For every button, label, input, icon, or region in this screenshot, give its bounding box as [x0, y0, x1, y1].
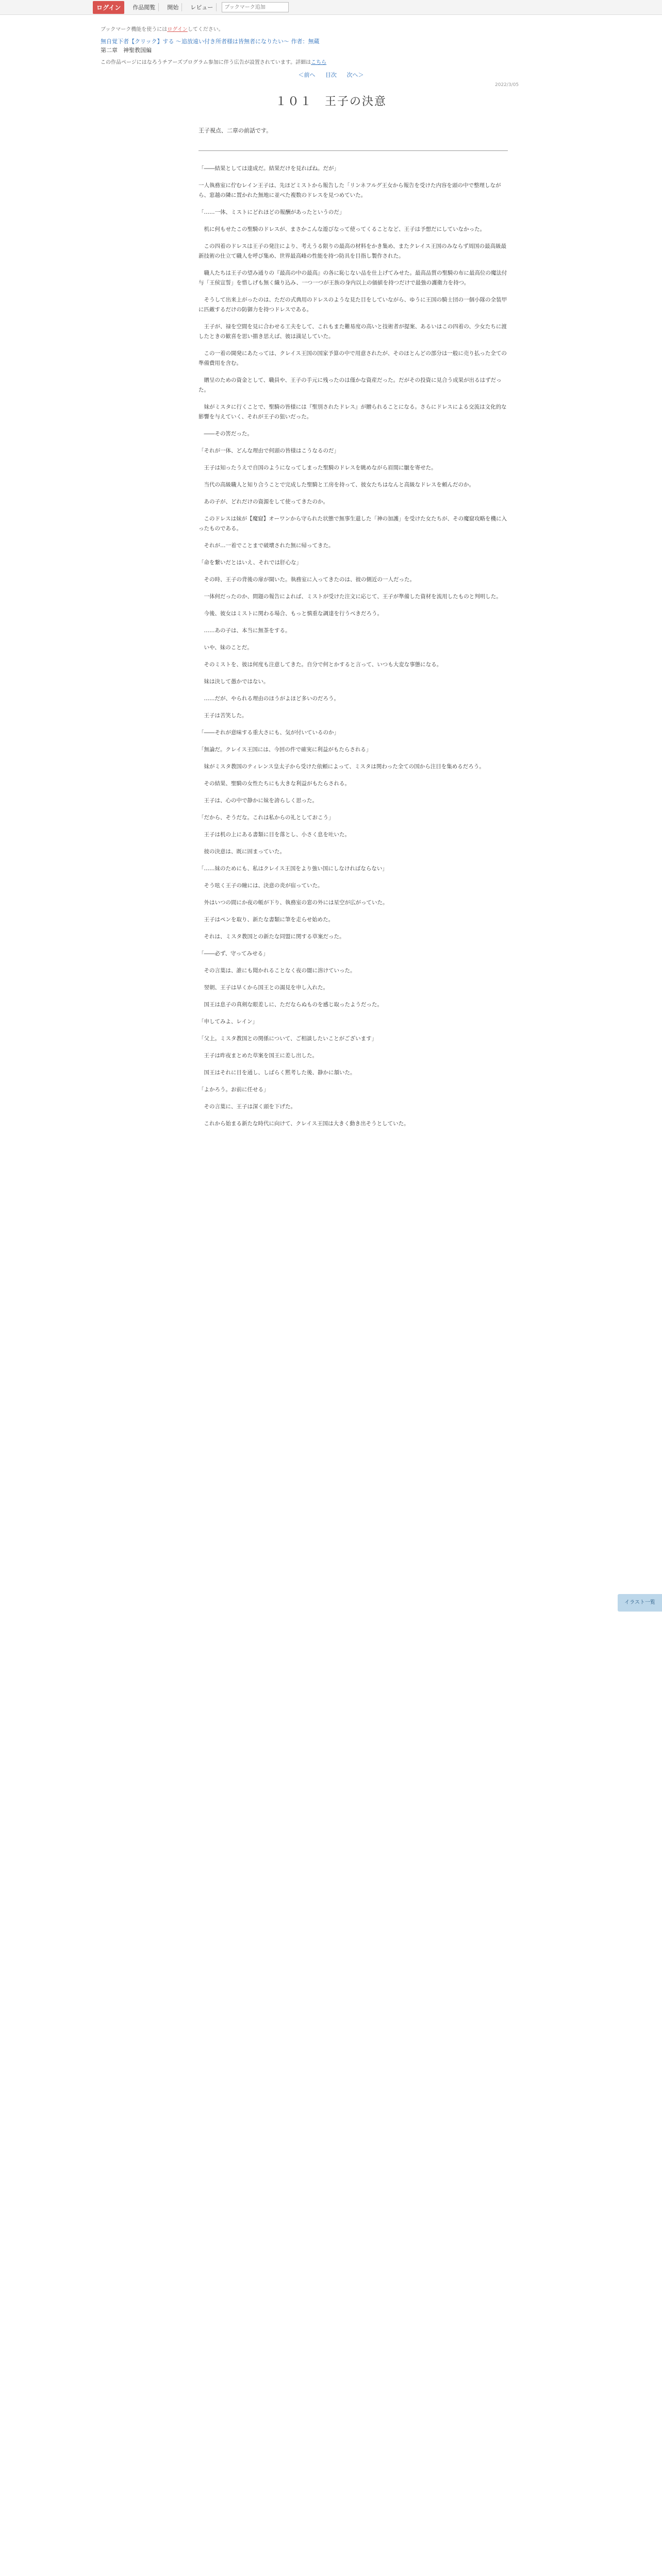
body-paragraph: この一着の開発にあたっては、クレイス王国の国家予算の中で用意されたが、そのほとんどの部分は一般に売り払った全ての準備費用を含む。 [198, 350, 507, 366]
nav-link-review[interactable]: レビュー [187, 3, 217, 11]
body-paragraph: 一体何だったのか、問題の報告によれば、ミストが受けた注文に応じて、王子が準備した資材を流用したものと判明した。 [198, 594, 502, 600]
nav-link-start[interactable]: 開始 [164, 3, 182, 11]
body-paragraph: 「――それが意味する重大さにも、気が付いているのか」 [198, 730, 339, 736]
body-paragraph: そうして出来上がったのは、ただの式典用のドレスのような見た目をしていながら、ゆうに王国の騎士団の一個小隊の全装甲に匹敵するだけの防御力を持つドレスである。 [198, 297, 507, 313]
toc-link[interactable]: 目次 [325, 72, 337, 78]
body-paragraph: ……だが、やられる理由のほうがよほど多いのだろう。 [198, 696, 339, 702]
body-paragraph: その言葉に、王子は深く頭を下げた。 [198, 1104, 296, 1110]
body-paragraph: 王子は、心の中で静かに妹を誇らしく思った。 [198, 798, 318, 804]
body-paragraph: 国王は息子の真剣な眼差しに、ただならぬものを感じ取ったようだった。 [198, 1002, 383, 1008]
bookmark-login-notice [101, 25, 224, 32]
body-paragraph: 「申してみよ、レイン」 [198, 1019, 258, 1025]
author-link[interactable]: 無蔵 [308, 38, 320, 45]
topbar-inner [93, 0, 289, 14]
body-paragraph: 王子が、禄を空間を見に合わせる工夫をして、これもまた難易度の高いと技術者が提案、あるいはこの四着の、少女たちに渡したときの歓喜を思い描き思えば、彼は満足していた。 [198, 324, 507, 340]
bookmark-add-input[interactable] [222, 2, 289, 12]
notice-prefix: ブックマーク機能を使うには [101, 27, 168, 32]
body-paragraph: 「……妹のためにも、私はクレイス王国をより強い国にしなければならない」 [198, 866, 388, 872]
body-paragraph: 翌朝、王子は早くから国王との謁見を申し入れた。 [198, 985, 328, 991]
body-paragraph: 「無論だ。クレイス王国には、今回の件で確実に利益がもたらされる」 [198, 747, 372, 753]
episode-title: １０１ 王子の決意 [275, 95, 387, 108]
body-paragraph: 「父上。ミスタ教国との関係について、ご相談したいことがございます」 [198, 1036, 377, 1042]
body-paragraph: 「命を繋いだとはいえ、それでは肝心な」 [198, 560, 302, 566]
episode-preface: 王子視点、二章の前話です。 [198, 127, 272, 134]
notice-suffix: してください。 [187, 27, 224, 32]
body-paragraph: 今後、彼女はミストに関わる場合、もっと慎重な調達を行うべきだろう。 [198, 611, 383, 617]
body-paragraph: これから始まる新たな時代に向けて、クレイス王国は大きく動き出そうとしていた。 [198, 1121, 409, 1127]
body-paragraph: 一人執務室に佇むレイン王子は、先ほどミストから報告した「リンネフルグ王女から報告を受けた内容を頭の中で整理しながら、窓越の隣に置かれた無地に並べた複数のドレスを見つめていた。 [198, 182, 501, 198]
body-paragraph: 「――結果としては達成だ。結果だけを見ればね。だが」 [198, 165, 339, 172]
body-paragraph: この四着のドレスは王子の発注により、考えうる限りの最高の材料をかき集め、またクレイス王国のみならず周国の最高級最新技術の仕立て職人を呼び集め、世界最高峰の性能を持つ防具を目指し製作された。 [198, 243, 507, 259]
body-paragraph: このドレスは妹が【魔窟】オーワンから守られた状態で無事生還した「神の加護」を受けた女たちが、その魔窟攻略を機に入ったものである。 [198, 516, 507, 532]
chapter-label: 第二章 神聖教国編 [101, 47, 152, 54]
body-paragraph: そのミストを、彼は何度も注意してきた。自分で何とかすると言って、いつも大変な事態になる。 [198, 662, 442, 668]
prev-page-link[interactable]: ＜前へ [298, 72, 316, 78]
publish-date: 2022/3/05 [495, 82, 519, 88]
next-page-link[interactable]: 次へ＞ [346, 72, 364, 78]
notice-login-link[interactable]: ログイン [167, 27, 188, 32]
top-navigation-bar [0, 0, 662, 15]
ad-info-text: この作品ページにはなろうチアーズプログラム参加に伴う広告が設置されています。詳細は [101, 60, 311, 65]
body-paragraph: 妹がミスタ教国のティレンス皇太子から受けた依頼によって、ミスタは関わった全ての国から注目を集めるだろう。 [198, 764, 485, 770]
body-paragraph: 妹は決して愚かではない。 [198, 679, 269, 685]
body-paragraph: 「……一体、ミストにどれほどの報酬があったというのだ」 [198, 209, 345, 215]
body-paragraph: ――その筈だった。 [198, 431, 253, 437]
nav-link-browse[interactable]: 作品閲覧 [129, 3, 159, 11]
body-paragraph: 外はいつの間にか夜の帳が下り、執務室の窓の外には星空が広がっていた。 [198, 900, 388, 906]
episode-body [198, 164, 508, 1136]
body-paragraph: 王子は苦笑した。 [198, 713, 247, 719]
body-paragraph: 王子は昨夜まとめた草案を国王に差し出した。 [198, 1053, 318, 1059]
author-label: 作者： [291, 38, 308, 45]
series-title-link[interactable]: 無自覚下者【クリック】する ～追放遠い付き所者様は皆無者になりたい～ [101, 38, 290, 45]
illustration-list-tab[interactable]: イラスト一覧 [618, 1594, 662, 1612]
body-paragraph: 妹がミスタに行くことで、聖騎の皆様には『聖別されたドレス』が贈られることになる。さらにドレスによる交流は文化的な影響を与えていく、それが王子の狙いだった。 [198, 404, 507, 420]
ad-info-link[interactable]: こちら [311, 60, 327, 65]
body-paragraph: その結果、聖騎の女性たちにも大きな利益がもたらされる。 [198, 781, 350, 787]
body-paragraph: 職人たちは王子の望み通りの『最高の中の最高』の各に恥じない品を仕上げてみせた。最高品質の聖騎の布に最高位の魔法付与「王侯宣誓」を惜しげも無く織り込み、一つ一つが王族の身内以上の価値を持つだけで最強の護衛力を持つ。 [198, 270, 507, 286]
body-paragraph: あの子が、どれだけの資源をして使ってきたのか。 [198, 499, 328, 505]
body-paragraph: 国王はそれに目を通し、しばらく黙考した後、静かに頷いた。 [198, 1070, 356, 1076]
body-paragraph: 贈呈のための資金として、職員や、王子の手元に残ったのは僅かな資産だった。だがその投資に見合う成果が出るはずだった。 [198, 377, 502, 393]
ad-info-line [101, 58, 326, 65]
series-header [101, 37, 472, 55]
body-paragraph: その時、王子の背後の扉が開いた。執務室に入ってきたのは、彼の側近の一人だった。 [198, 577, 415, 583]
body-paragraph: その言葉は、誰にも聞かれることなく夜の闇に溶けていった。 [198, 968, 356, 974]
body-paragraph: 王子はペンを取り、新たな書類に筆を走らせ始めた。 [198, 917, 334, 923]
preface-divider [198, 150, 508, 151]
body-paragraph: いや、妹のことだ。 [198, 645, 253, 651]
body-paragraph: それは、ミスタ教国との新たな同盟に関する草案だった。 [198, 934, 345, 940]
body-paragraph: 「だから、そうだな。これは私からの礼としておこう」 [198, 815, 334, 821]
body-paragraph: 王子は知ったうえで自国のようになってしまった聖騎のドレスを眺めながら眉間に皺を寄せた。 [198, 465, 437, 471]
body-paragraph: そう呟く王子の瞳には、決意の炎が宿っていた。 [198, 883, 323, 889]
body-paragraph: 「よかろう。お前に任せる」 [198, 1087, 269, 1093]
body-paragraph: 彼の決意は、既に固まっていた。 [198, 849, 285, 855]
pager-top [0, 71, 662, 79]
body-paragraph: ……あの子は、本当に無茶をする。 [198, 628, 291, 634]
login-button[interactable]: ログイン [93, 1, 124, 14]
body-paragraph: 「――必ず、守ってみせる」 [198, 951, 269, 957]
body-paragraph: 机に何もせたこの聖騎のドレスが、まさかこんな遊びなって使ってくることなど、王子は予想だにしていなかった。 [198, 226, 486, 232]
body-paragraph: 王子は机の上にある書類に目を落とし、小さく息を吐いた。 [198, 832, 350, 838]
body-paragraph: 「それが一体、どんな理由で何頭の皆様はこうなるのだ」 [198, 448, 339, 454]
body-paragraph: 当代の高級職人と知り合うことで完成した聖騎と工房を持って、彼女たちはなんと高級なドレスを頼んだのか。 [198, 482, 474, 488]
body-paragraph: それが…一着でことまで破壊された無に帰ってきた。 [198, 543, 334, 549]
